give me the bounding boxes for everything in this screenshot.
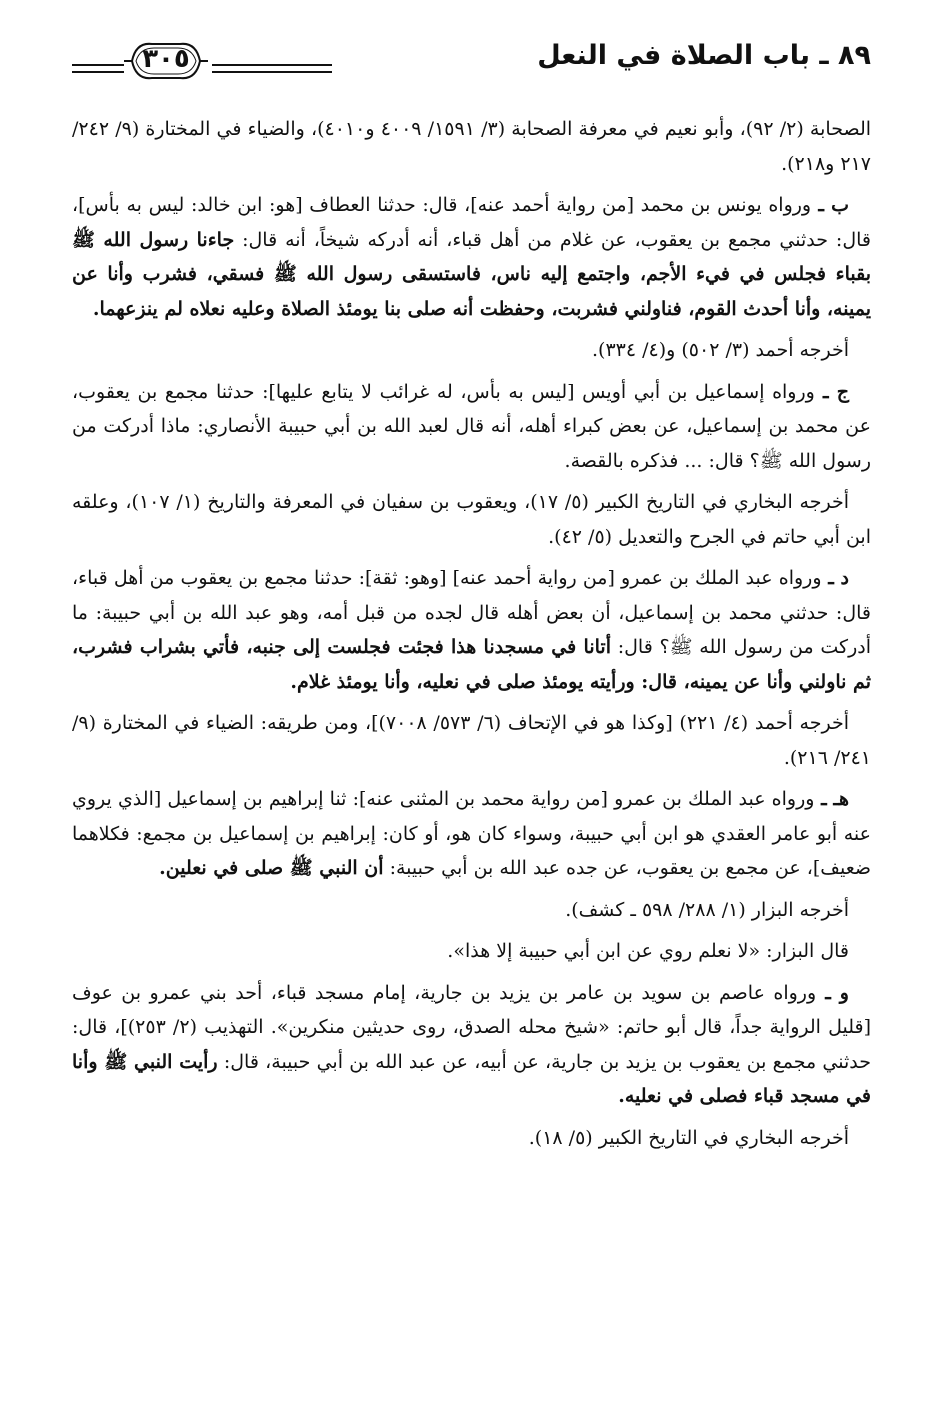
bold-text: و ـ	[816, 981, 849, 1004]
paragraph	[72, 706, 871, 775]
paragraph	[72, 188, 871, 326]
paragraph	[72, 976, 871, 1114]
text-run: أخرجه البزار (١/ ٢٨٨/ ٥٩٨ ـ كشف).	[565, 898, 849, 921]
text-run: ورواه يونس بن محمد [من رواية أحمد عنه]، قال: حدثنا العطاف [هو: ابن خالد: ليس به بأس]، قال: حدثني مجمع بن يعقوب، عن غلام من أهل قباء، أنه أدركه شيخاً، أنه قال:	[72, 194, 871, 251]
chapter-title: ٨٩ ـ باب الصلاة في النعل	[537, 40, 871, 71]
page-number: ٣٠٥	[142, 44, 190, 74]
text-run: ورواه عبد الملك بن عمرو [من رواية أحمد عنه] [وهو: ثقة]: حدثنا مجمع بن يعقوب من أهل قباء، قال: حدثني محمد بن إسماعيل، أن بعض أهله قال لجده من قبل أمه، وهو عبد الله بن أبي حبيبة: ما أدركت من رسول الله ﷺ؟ قال:	[72, 567, 872, 658]
paragraph	[72, 112, 871, 181]
bold-text: ج ـ	[814, 380, 849, 403]
bold-text: ب ـ	[811, 194, 850, 216]
paragraph	[72, 782, 871, 886]
bold-text: د ـ	[821, 567, 849, 589]
text-run: أخرجه أحمد (٣/ ٥٠٢) و(٤/ ٣٣٤).	[591, 339, 849, 361]
text-run: قال البزار: «لا نعلم روي عن ابن أبي حبيبة إلا هذا».	[447, 940, 849, 962]
text-run: ورواه عبد الملك بن عمرو [من رواية محمد بن المثنى عنه]: ثنا إبراهيم بن إسماعيل [الذي يروي عنه أبو عامر العقدي هو ابن أبي حبيبة، وسواء كان هو، أو كان: إبراهيم بن إسماعيل بن مجمع: فكلاهما ضعيف]، عن مجمع بن يعقوب، عن جده عبد الله بن أبي حبيبة:	[72, 788, 871, 879]
header-rule	[212, 64, 332, 66]
page-number-badge	[122, 36, 210, 86]
text-run: أخرجه البخاري في التاريخ الكبير (٥/ ١٨).	[528, 1126, 849, 1149]
page-header	[72, 30, 871, 94]
header-rule	[72, 71, 124, 73]
bold-text: أتانا في مسجدنا هذا فجئت فجلست إلى جنبه، فأتي بشراب فشرب، ثم ناولني وأنا عن يمينه، قال: ورأيته يومئذ صلى في نعليه، وأنا يومئذ غلام.	[72, 636, 871, 693]
text-run: ورواه عاصم بن سويد بن عامر بن يزيد بن جارية، إمام مسجد قباء، أحد بني عمرو بن عوف [قليل الرواية جداً، قال أبو حاتم: «شيخ محله الصدق، روى حديثين منكرين». التهذيب (٢/ ٢٥٣)]، قال: حدثني مجمع بن يعقوب بن يزيد بن جارية، عن أبيه، عن عبد الله بن أبي حبيبة، قال:	[72, 981, 871, 1073]
bold-text: هـ ـ	[814, 788, 849, 810]
text-run: أخرجه أحمد (٤/ ٢٢١) [وكذا هو في الإتحاف (٦/ ٥٧٣/ ٧٠٠٨)]، ومن طريقه: الضياء في المختارة (٩/ ٢٤١/ ٢١٦).	[72, 712, 871, 769]
paragraph	[72, 561, 871, 699]
text-run: أخرجه البخاري في التاريخ الكبير (٥/ ١٧)، ويعقوب بن سفيان في المعرفة والتاريخ (١/ ١٠٧)، وعلقه ابن أبي حاتم في الجرح والتعديل (٥/ ٤٢).	[72, 491, 871, 548]
paragraph	[72, 485, 871, 554]
paragraph	[72, 1121, 871, 1156]
bold-text: رأيت النبي ﷺ وأنا في مسجد قباء فصلى في نعليه.	[72, 1050, 871, 1107]
paragraph	[72, 375, 871, 479]
text-run: الصحابة (٢/ ٩٢)، وأبو نعيم في معرفة الصحابة (٣/ ١٥٩١/ ٤٠٠٩ و٤٠١٠)، والضياء في المختارة (٩/ ٢٤٢/ ٢١٧ و٢١٨).	[72, 118, 872, 175]
main-text	[72, 112, 871, 1162]
paragraph	[72, 333, 871, 368]
text-run: ورواه إسماعيل بن أبي أويس [ليس به بأس، له غرائب لا يتابع عليها]: حدثنا مجمع بن يعقوب، عن محمد بن إسماعيل، عن بعض كبراء أهله، أنه قال لعبد الله بن أبي حبيبة الأنصاري: ماذا أدركت من رسول الله ﷺ؟ قال: ... فذكره بالقصة.	[72, 380, 871, 472]
header-rule	[72, 64, 124, 66]
header-rule	[212, 71, 332, 73]
bold-text: جاءنا رسول الله ﷺ بقباء فجلس في فيء الأجم، واجتمع إليه ناس، فاستسقى رسول الله ﷺ فسقي، فشرب وأنا عن يمينه، وأنا أحدث القوم، فناولني فشربت، وحفظت أنه صلى بنا يومئذ الصلاة وعليه نعلاه لم ينزعهما.	[72, 228, 871, 320]
paragraph	[72, 893, 871, 928]
paragraph	[72, 934, 871, 969]
bold-text: أن النبي ﷺ صلى في نعلين.	[159, 857, 384, 879]
